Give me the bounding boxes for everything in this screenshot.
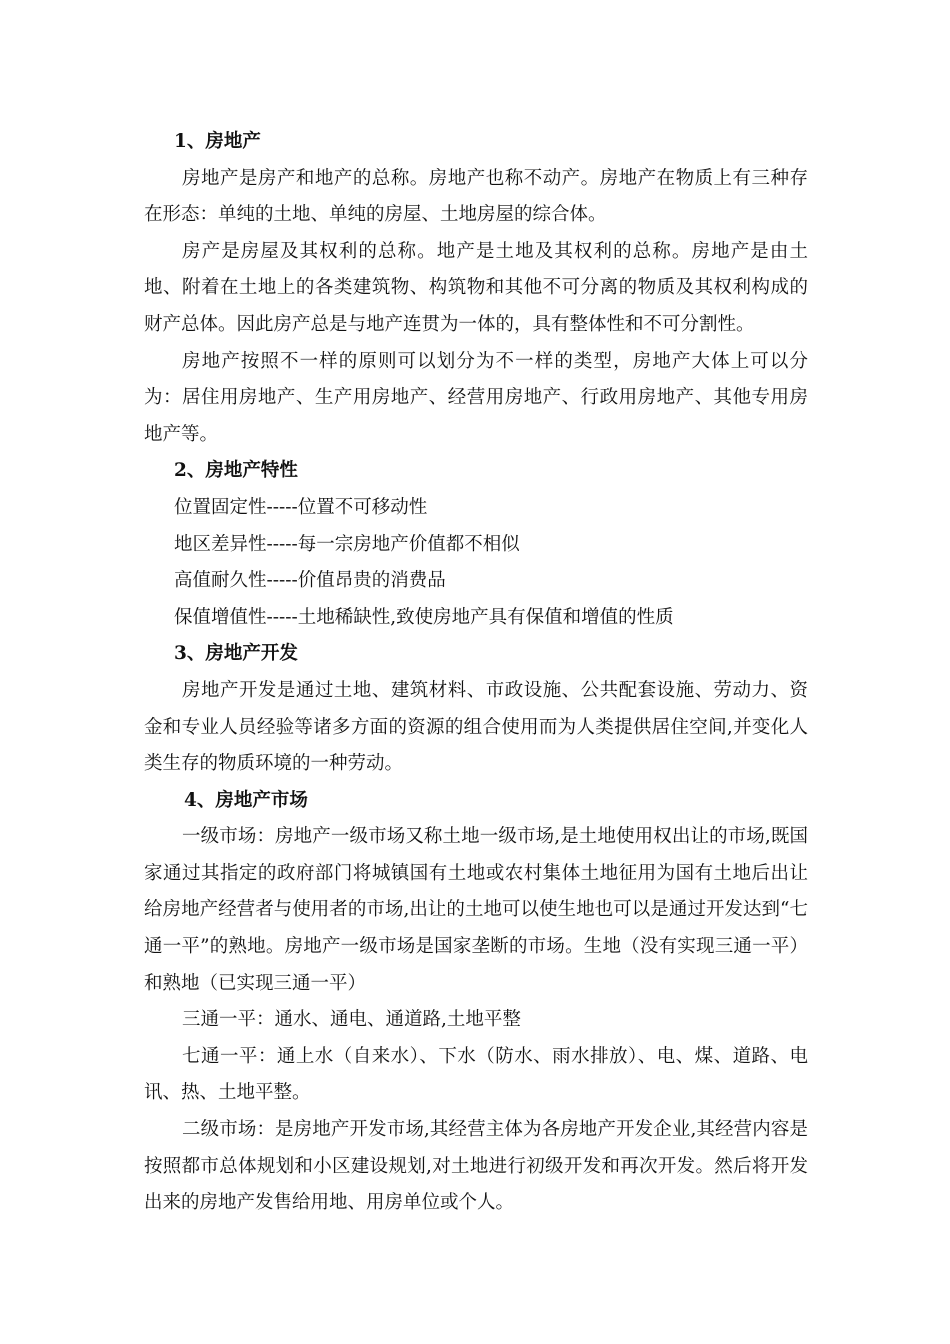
characteristic-line: 地区差异性-----每一宗房地产价值都不相似 xyxy=(174,533,520,555)
characteristic-line: 位置固定性-----位置不可移动性 xyxy=(174,496,428,518)
paragraph: 三通一平：通水、通电、通道路,土地平整 xyxy=(182,1009,521,1031)
section-real-estate xyxy=(144,124,808,453)
section-development xyxy=(144,636,808,782)
paragraph: 一级市场：房地产一级市场又称土地一级市场,是土地使用权出让的市场,既国家通过其指定的政府部门将城镇国有土地或农村集体土地征用为国有土地后出让给房地产经营者与使用者的市场,出让的土地可以使生地也可以是通过开发达到“七通一平”的熟地。房地产一级市场是国家垄断的市场。生地（没有实现三通一平）和熟地（已实现三通一平） xyxy=(144,826,808,994)
paragraph: 房地产是房产和地产的总称。房地产也称不动产。房地产在物质上有三种存在形态：单纯的土地、单纯的房屋、土地房屋的综合体。 xyxy=(144,167,808,226)
section-market xyxy=(144,783,808,1222)
document-page xyxy=(144,124,808,1222)
section-heading: 3、房地产开发 xyxy=(174,643,298,665)
section-heading: 2、房地产特性 xyxy=(174,460,298,482)
characteristic-line: 高值耐久性-----价值昂贵的消费品 xyxy=(174,570,446,592)
section-characteristics xyxy=(144,453,808,636)
paragraph: 二级市场：是房地产开发市场,其经营主体为各房地产开发企业,其经营内容是按照都市总体规划和小区建设规划,对土地进行初级开发和再次开发。然后将开发出来的房地产发售给用地、用房单位或个人。 xyxy=(144,1119,808,1214)
section-heading: 4、房地产市场 xyxy=(184,789,308,811)
paragraph: 房产是房屋及其权利的总称。地产是土地及其权利的总称。房地产是由土地、附着在土地上的各类建筑物、构筑物和其他不可分离的物质及其权利构成的财产总体。因此房产总是与地产连贯为一体的，具有整体性和不可分割性。 xyxy=(144,240,808,335)
characteristic-line: 保值增值性-----土地稀缺性,致使房地产具有保值和增值的性质 xyxy=(174,606,674,628)
paragraph: 房地产开发是通过土地、建筑材料、市政设施、公共配套设施、劳动力、资金和专业人员经验等诸多方面的资源的组合使用而为人类提供居住空间,并变化人类生存的物质环境的一种劳动。 xyxy=(144,679,808,775)
paragraph: 七通一平：通上水（自来水）、下水（防水、雨水排放）、电、煤、道路、电讯、热、土地平整。 xyxy=(144,1045,808,1104)
paragraph: 房地产按照不一样的原则可以划分为不一样的类型，房地产大体上可以分为：居住用房地产、生产用房地产、经营用房地产、行政用房地产、其他专用房地产等。 xyxy=(144,350,808,445)
section-heading: 1、房地产 xyxy=(174,131,261,152)
